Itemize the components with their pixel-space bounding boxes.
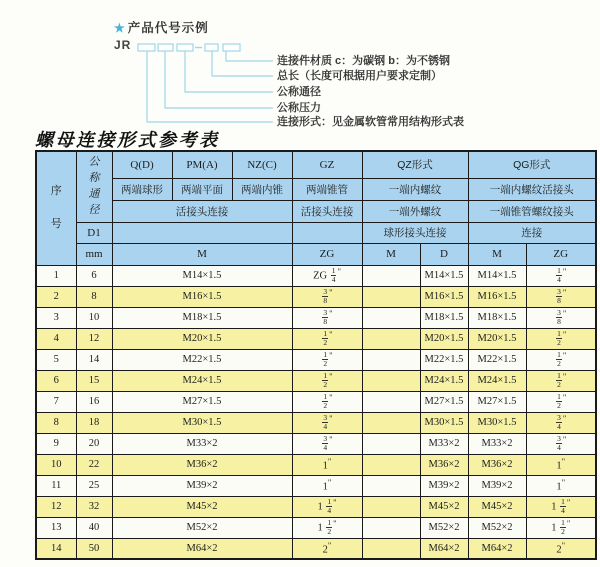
table-cell: M27×1.5: [112, 391, 292, 412]
inch-mark: ": [562, 370, 567, 381]
table-cell: [362, 265, 420, 286]
inch-mark: ": [329, 349, 333, 360]
table-cell: M30×1.5: [468, 412, 526, 433]
leader-line-material: [226, 51, 273, 61]
table-cell: [362, 538, 420, 559]
fraction: $\frac{3}{4}$: [323, 433, 328, 453]
table-cell: 20: [76, 433, 112, 454]
inch-mark: ": [327, 540, 332, 550]
inch-mark: ": [562, 349, 567, 360]
header-ends-gz: 两端锥管: [292, 178, 362, 200]
table-cell: M39×2: [468, 475, 526, 496]
inch-mark: ": [329, 412, 333, 423]
table-cell: M18×1.5: [420, 307, 468, 328]
header-unit-qz-m: M: [362, 243, 420, 265]
table-row: [36, 370, 596, 391]
inch-mark: ": [562, 265, 567, 276]
header-empty-gz: [292, 222, 362, 243]
fraction: $\frac{3}{8}$: [557, 286, 561, 306]
header-ends-qd: 两端球形: [112, 178, 172, 200]
header-ends-qz: 一端内螺纹: [362, 178, 468, 200]
table-cell: M20×1.5: [420, 328, 468, 349]
table-cell: M33×2: [420, 433, 468, 454]
table-cell: 16: [76, 391, 112, 412]
header-mm: mm: [76, 243, 112, 265]
callout-connection: 连接形式：见金属软管常用结构形式表: [277, 116, 464, 128]
table-cell: 1: [36, 265, 76, 286]
table-cell: 18: [76, 412, 112, 433]
table-cell: M45×2: [112, 496, 292, 517]
table-cell: 22: [76, 454, 112, 475]
header-ends-pma: 两端平面: [172, 178, 232, 200]
table-cell: 8: [76, 286, 112, 307]
table-cell: M27×1.5: [468, 391, 526, 412]
table-cell: [526, 265, 596, 286]
table-cell: M22×1.5: [112, 349, 292, 370]
fraction: $\frac{1}{4}$: [327, 496, 332, 516]
header-ball-joint-conn: 球形接头连接: [362, 222, 468, 243]
table-row: [36, 433, 596, 454]
table-cell: 1": [526, 454, 596, 475]
header-unit-qz-d: D: [420, 243, 468, 265]
code-box-5: [223, 44, 240, 51]
fraction: $\frac{1}{2}$: [323, 328, 328, 348]
header-form-nzc: NZ(C): [232, 151, 292, 178]
inch-mark: ": [561, 456, 566, 467]
table-cell: 15: [76, 370, 112, 391]
fraction: $\frac{1}{2}$: [323, 370, 328, 390]
table-cell: M36×2: [468, 454, 526, 475]
fraction: $\frac{1}{2}$: [323, 391, 328, 411]
callout-material: 连接件材质 c：为碳钢 b：为不锈钢: [277, 55, 450, 67]
table-cell: 2: [36, 286, 76, 307]
star-icon: ★: [114, 21, 126, 35]
code-box-1: [138, 44, 155, 51]
inch-mark: ": [562, 391, 567, 402]
table-cell: [292, 433, 362, 454]
table-cell: [362, 517, 420, 538]
table-cell: [362, 328, 420, 349]
product-code-example-text: 产品代号示例: [127, 21, 209, 35]
table-cell: M36×2: [112, 454, 292, 475]
table-cell: 6: [76, 265, 112, 286]
table-cell: ZG $\frac{1}{4}$ ": [292, 265, 362, 286]
header-form-pma: PM(A): [172, 151, 232, 178]
table-cell: 1": [292, 454, 362, 475]
header-form-qg: QG形式: [468, 151, 596, 178]
table-row: [36, 475, 596, 496]
table-cell: [362, 370, 420, 391]
table-cell: M64×2: [468, 538, 526, 559]
header-form-qz: QZ形式: [362, 151, 468, 178]
code-box-4: [205, 44, 218, 51]
inch-mark: ": [329, 328, 333, 339]
header-nominal-diameter: 公称通径: [76, 151, 112, 222]
fraction: $\frac{1}{2}$: [557, 391, 561, 411]
table-cell: 14: [76, 349, 112, 370]
table-cell: M24×1.5: [468, 370, 526, 391]
table-cell: [292, 370, 362, 391]
table-cell: 12: [36, 496, 76, 517]
table-cell: 5: [36, 349, 76, 370]
table-cell: [362, 307, 420, 328]
fraction: $\frac{3}{4}$: [323, 412, 328, 432]
inch-mark: ": [562, 307, 567, 318]
inch-mark: ": [562, 286, 567, 297]
table-cell: M30×1.5: [112, 412, 292, 433]
table-cell: M52×2: [112, 517, 292, 538]
fraction: $\frac{3}{8}$: [323, 286, 328, 306]
table-row: [36, 265, 596, 286]
fraction: $\frac{3}{4}$: [557, 433, 561, 453]
table-cell: 3: [36, 307, 76, 328]
fraction: $\frac{3}{8}$: [323, 307, 328, 327]
header-conn-qg: 一端锥管螺纹接头: [468, 200, 596, 222]
inch-mark: ": [329, 370, 333, 381]
fraction: $\frac{1}{4}$: [331, 265, 336, 285]
inch-mark: ": [329, 391, 333, 402]
table-cell: 13: [36, 517, 76, 538]
inch-mark: ": [329, 307, 333, 318]
table-cell: [526, 391, 596, 412]
table-cell: M22×1.5: [420, 349, 468, 370]
table-cell: 10: [76, 307, 112, 328]
inch-mark: ": [562, 433, 567, 444]
header-empty-left: [112, 222, 292, 243]
table-cell: [526, 412, 596, 433]
fraction: $\frac{3}{4}$: [557, 412, 561, 432]
table-cell: M39×2: [420, 475, 468, 496]
table-cell: 1": [292, 475, 362, 496]
header-unit-zg: ZG: [292, 243, 362, 265]
inch-mark: ": [562, 412, 567, 423]
inch-mark: ": [561, 540, 566, 550]
table-cell: [362, 391, 420, 412]
table-row: [36, 391, 596, 412]
fraction: $\frac{1}{2}$: [557, 370, 561, 390]
table-cell: 1 $\frac{1}{4}$ ": [526, 496, 596, 517]
inch-mark: ": [333, 517, 337, 528]
table-cell: M52×2: [420, 517, 468, 538]
table-cell: 1 $\frac{1}{2}$ ": [526, 517, 596, 538]
table-cell: [526, 307, 596, 328]
callout-length: 总长（长度可根据用户要求定制）: [277, 70, 442, 82]
table-cell: M64×2: [420, 538, 468, 559]
fraction: $\frac{1}{2}$: [561, 517, 565, 537]
table-cell: [526, 370, 596, 391]
table-cell: [292, 391, 362, 412]
inch-mark: ": [327, 477, 332, 488]
fraction: $\frac{1}{2}$: [327, 517, 332, 537]
table-cell: [292, 412, 362, 433]
inch-mark: ": [337, 265, 341, 276]
table-cell: M27×1.5: [420, 391, 468, 412]
table-cell: 2": [526, 538, 596, 559]
fraction: $\frac{1}{4}$: [561, 496, 565, 516]
table-cell: M14×1.5: [468, 265, 526, 286]
table-cell: 11: [36, 475, 76, 496]
table-cell: M45×2: [420, 496, 468, 517]
table-cell: [362, 412, 420, 433]
table-cell: M16×1.5: [112, 286, 292, 307]
table-row: [36, 454, 596, 475]
inch-mark: ": [562, 328, 567, 339]
table-cell: M33×2: [468, 433, 526, 454]
leader-line-diameter: [185, 51, 273, 92]
inch-mark: ": [561, 477, 566, 488]
table-cell: [292, 349, 362, 370]
header-unit-m-wide: M: [112, 243, 292, 265]
fraction: $\frac{1}{2}$: [323, 349, 328, 369]
table-cell: M30×1.5: [420, 412, 468, 433]
table-cell: 6: [36, 370, 76, 391]
header-unit-qg-zg: ZG: [526, 243, 596, 265]
inch-mark: ": [329, 433, 333, 444]
table-cell: M22×1.5: [468, 349, 526, 370]
table-cell: [526, 328, 596, 349]
table-cell: [292, 307, 362, 328]
header-form-qd: Q(D): [112, 151, 172, 178]
header-form-gz: GZ: [292, 151, 362, 178]
table-cell: [362, 286, 420, 307]
table-title: 螺母连接形式参考表: [35, 130, 220, 151]
table-row: [36, 328, 596, 349]
callout-pressure: 公称压力: [277, 102, 321, 114]
header-ends-nzc: 两端内锥: [232, 178, 292, 200]
table-cell: M20×1.5: [112, 328, 292, 349]
table-cell: 25: [76, 475, 112, 496]
table-cell: [292, 286, 362, 307]
inch-mark: ": [333, 496, 337, 507]
table-cell: 2": [292, 538, 362, 559]
product-code-prefix: JR: [114, 38, 132, 52]
table-cell: 1": [526, 475, 596, 496]
table-cell: 7: [36, 391, 76, 412]
fraction: $\frac{1}{2}$: [557, 349, 561, 369]
table-cell: 50: [76, 538, 112, 559]
table-cell: M64×2: [112, 538, 292, 559]
callout-diameter: 公称通径: [277, 86, 321, 98]
table-cell: M24×1.5: [112, 370, 292, 391]
table-cell: M18×1.5: [468, 307, 526, 328]
table-cell: 8: [36, 412, 76, 433]
header-d1: D1: [76, 222, 112, 243]
fraction: $\frac{3}{8}$: [557, 307, 561, 327]
table-row: [36, 286, 596, 307]
table-cell: [526, 349, 596, 370]
table-body: [36, 265, 596, 559]
code-box-2: [158, 44, 173, 51]
table-cell: M20×1.5: [468, 328, 526, 349]
inch-mark: ": [566, 496, 571, 507]
table-cell: [292, 328, 362, 349]
nut-connection-reference-table: [35, 150, 597, 560]
table-cell: M36×2: [420, 454, 468, 475]
table-cell: [362, 496, 420, 517]
inch-mark: ": [329, 286, 333, 297]
leader-line-length: [212, 51, 273, 76]
table-cell: 32: [76, 496, 112, 517]
table-cell: [526, 433, 596, 454]
header-conn-gz: 活接头连接: [292, 200, 362, 222]
inch-mark: ": [566, 517, 571, 528]
table-cell: 40: [76, 517, 112, 538]
header-unit-qg-m: M: [468, 243, 526, 265]
table-cell: 14: [36, 538, 76, 559]
table-cell: [362, 454, 420, 475]
product-code-example-heading: [114, 18, 209, 36]
table-cell: M14×1.5: [112, 265, 292, 286]
table-cell: [362, 433, 420, 454]
table-row: [36, 538, 596, 559]
header-conn-qz: 一端外螺纹: [362, 200, 468, 222]
table-cell: M16×1.5: [420, 286, 468, 307]
table-row: [36, 517, 596, 538]
table-cell: 12: [76, 328, 112, 349]
header-ends-qg: 一端内螺纹活接头: [468, 178, 596, 200]
table-cell: 10: [36, 454, 76, 475]
table-cell: 1 $\frac{1}{2}$ ": [292, 517, 362, 538]
inch-mark: ": [327, 456, 332, 467]
fraction: $\frac{1}{2}$: [557, 328, 561, 348]
table-cell: 4: [36, 328, 76, 349]
table-cell: [362, 349, 420, 370]
table-cell: M33×2: [112, 433, 292, 454]
fraction: $\frac{1}{4}$: [557, 265, 561, 285]
table-cell: [526, 286, 596, 307]
table-row: [36, 307, 596, 328]
leader-line-pressure: [165, 51, 273, 108]
table-cell: M24×1.5: [420, 370, 468, 391]
header-conn-union: 活接头连接: [112, 200, 292, 222]
table-cell: [362, 475, 420, 496]
table-row: [36, 349, 596, 370]
table-row: [36, 496, 596, 517]
table-cell: M39×2: [112, 475, 292, 496]
table-cell: M45×2: [468, 496, 526, 517]
table-cell: M18×1.5: [112, 307, 292, 328]
header-conn-label: 连接: [468, 222, 596, 243]
table-cell: M16×1.5: [468, 286, 526, 307]
header-seq: 序号: [36, 151, 76, 265]
table-row: [36, 412, 596, 433]
table-cell: 1 $\frac{1}{4}$ ": [292, 496, 362, 517]
table-cell: M52×2: [468, 517, 526, 538]
code-box-3: [177, 44, 193, 51]
leader-line-connection: [147, 51, 273, 122]
table-cell: 9: [36, 433, 76, 454]
table-cell: M14×1.5: [420, 265, 468, 286]
